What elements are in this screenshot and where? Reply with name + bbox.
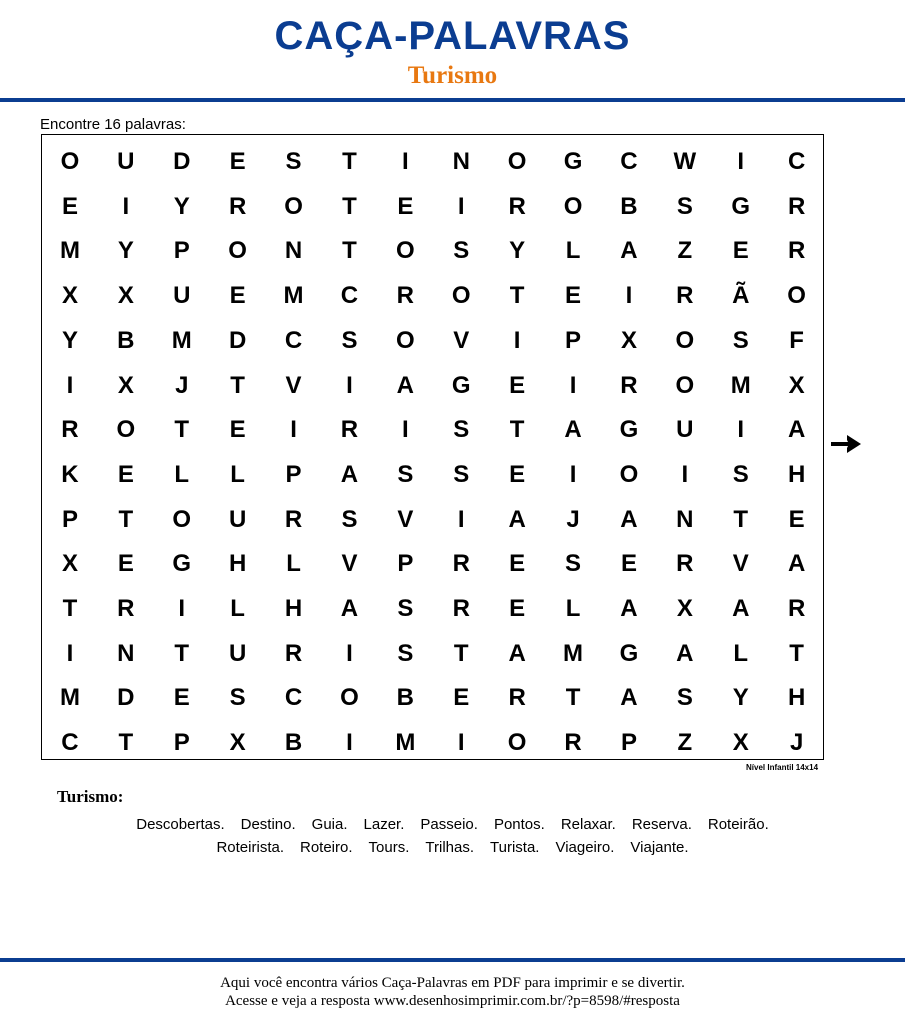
grid-cell[interactable]: O [228, 237, 247, 265]
grid-cell[interactable]: I [457, 505, 465, 533]
grid-cell[interactable]: R [228, 192, 247, 220]
grid-cell[interactable]: R [284, 639, 303, 667]
grid-cell[interactable]: E [788, 505, 805, 533]
grid-cell[interactable]: T [565, 684, 581, 712]
grid-cell[interactable]: O [451, 282, 471, 310]
grid-cell[interactable]: G [619, 416, 639, 444]
header-divider [0, 98, 905, 102]
grid-cell[interactable]: X [61, 282, 78, 310]
grid-cell[interactable]: E [117, 460, 134, 488]
grid-cell[interactable]: I [346, 371, 353, 399]
grid-cell[interactable]: T [733, 505, 749, 533]
grid-cell[interactable]: A [620, 237, 638, 265]
grid-cell[interactable]: G [451, 371, 471, 399]
grid-row [42, 274, 823, 319]
grid-row [42, 453, 823, 498]
grid-cell[interactable]: X [788, 371, 805, 399]
grid-cell[interactable]: N [117, 639, 135, 667]
grid-row [42, 319, 823, 364]
grid-cell[interactable]: E [620, 550, 637, 578]
grid-cell[interactable]: L [230, 595, 245, 622]
grid-cell[interactable]: V [285, 371, 302, 399]
grid-cell[interactable]: T [342, 237, 357, 265]
grid-cell[interactable]: S [341, 505, 358, 533]
grid-cell[interactable]: E [565, 282, 582, 310]
grid-cell[interactable]: S [453, 416, 470, 444]
grid-cell[interactable]: I [569, 460, 577, 488]
grid-cell[interactable]: A [340, 460, 359, 488]
grid-cell[interactable]: E [173, 684, 190, 712]
grid-cell[interactable]: O [116, 416, 136, 444]
grid-cell[interactable]: N [284, 237, 303, 265]
word-list-item: Lazer. [363, 816, 405, 833]
grid-cell[interactable]: S [676, 192, 693, 220]
grid-cell[interactable]: R [452, 595, 470, 622]
grid-cell[interactable]: O [675, 371, 695, 399]
grid-cell[interactable]: A [620, 505, 638, 533]
grid-cell[interactable]: D [173, 148, 191, 175]
grid-cell[interactable]: T [342, 148, 357, 175]
grid-cell[interactable]: R [396, 282, 414, 310]
grid-cell[interactable]: V [732, 550, 749, 578]
grid-cell[interactable]: U [228, 505, 247, 533]
grid-cell[interactable]: Ã [732, 282, 750, 310]
word-list-item: Passeio. [420, 816, 478, 833]
grid-cell[interactable]: M [283, 282, 304, 310]
grid-cell[interactable]: I [290, 416, 297, 444]
grid-cell[interactable]: R [284, 505, 303, 533]
grid-cell[interactable]: S [397, 595, 414, 622]
word-list-item: Guia. [311, 816, 348, 833]
grid-cell[interactable]: C [620, 148, 638, 175]
grid-cell[interactable]: N [676, 505, 694, 533]
grid-cell[interactable]: E [732, 237, 749, 265]
grid-cell[interactable]: B [284, 729, 303, 757]
grid-cell[interactable]: O [340, 684, 359, 712]
footer-line-2[interactable]: Acesse e veja a resposta www.desenhosimprimir.com.br/?p=8598/#resposta [225, 993, 680, 1009]
word-list-item: Pontos. [493, 816, 545, 833]
grid-cell[interactable]: I [178, 595, 186, 622]
grid-cell[interactable]: U [173, 282, 191, 310]
grid-cell[interactable]: E [509, 460, 526, 488]
grid-cell[interactable]: I [625, 282, 633, 310]
grid-row [42, 229, 823, 274]
grid-cell[interactable]: E [453, 684, 470, 712]
grid-cell[interactable]: C [340, 282, 359, 310]
grid-cell[interactable]: O [675, 326, 695, 354]
grid-cell[interactable]: A [787, 416, 806, 444]
grid-cell[interactable]: S [397, 460, 414, 488]
grid-row [42, 408, 823, 453]
grid-row [42, 542, 823, 587]
grid-cell[interactable]: E [61, 192, 78, 220]
grid-cell[interactable]: I [457, 192, 465, 220]
grid-cell[interactable]: G [619, 639, 639, 667]
grid-cell[interactable]: I [737, 416, 745, 444]
grid-cell[interactable]: M [171, 326, 192, 354]
grid-cell[interactable]: S [285, 148, 302, 175]
grid-cell[interactable]: A [340, 595, 359, 622]
grid-cell[interactable]: R [340, 416, 359, 444]
grid-cell[interactable]: R [508, 684, 526, 712]
level-label: Nível Infantil 14x14 [746, 763, 819, 772]
grid-cell[interactable]: M [395, 729, 416, 757]
word-list-item: Reserva. [631, 816, 692, 833]
instruction-text: Encontre 16 palavras: [40, 116, 186, 133]
word-list-item: Descobertas. [136, 816, 225, 833]
grid-row [42, 140, 823, 185]
grid-cell[interactable]: M [59, 237, 80, 265]
grid-cell[interactable]: S [397, 639, 414, 667]
word-list-item: Viageiro. [555, 839, 615, 856]
grid-cell[interactable]: R [61, 416, 79, 444]
grid-cell[interactable]: Y [61, 326, 78, 354]
grid-cell[interactable]: E [509, 550, 526, 578]
grid-cell[interactable]: O [396, 326, 415, 354]
grid-cell[interactable]: V [341, 550, 358, 578]
grid-cell[interactable]: A [676, 639, 694, 667]
grid-cell[interactable]: O [396, 237, 415, 265]
grid-cell[interactable]: H [787, 684, 806, 712]
grid-cell[interactable]: L [230, 460, 245, 488]
word-list-row-1 [0, 816, 905, 833]
grid-cell[interactable]: E [229, 416, 246, 444]
grid-cell[interactable]: A [620, 684, 638, 712]
grid-cell[interactable]: C [787, 148, 806, 175]
grid-cell[interactable]: X [229, 729, 246, 757]
grid-cell[interactable]: I [66, 371, 74, 399]
grid-cell[interactable]: X [117, 282, 134, 310]
grid-cell[interactable]: U [228, 639, 247, 667]
grid-cell[interactable]: B [117, 326, 135, 354]
grid-cell[interactable]: I [66, 639, 74, 667]
word-list-item: Relaxar. [560, 816, 616, 833]
grid-cell[interactable]: I [122, 192, 130, 220]
grid-row [42, 587, 823, 632]
grid-cell[interactable]: O [60, 148, 80, 175]
grid-cell[interactable]: P [620, 729, 637, 757]
grid-cell[interactable]: Z [677, 729, 693, 757]
word-list-item: Viajante. [630, 839, 689, 856]
grid-row [42, 676, 823, 721]
grid-cell[interactable]: S [732, 460, 749, 488]
grid-row [42, 721, 823, 766]
grid-cell[interactable]: I [681, 460, 689, 488]
grid-cell[interactable]: T [118, 505, 134, 533]
grid-cell[interactable]: I [457, 729, 465, 757]
word-list-item: Tours. [368, 839, 410, 856]
word-list-item: Destino. [240, 816, 296, 833]
grid-cell[interactable]: L [286, 550, 301, 578]
grid-cell[interactable]: X [620, 326, 637, 354]
grid-cell[interactable]: T [230, 371, 245, 399]
grid-cell[interactable]: I [737, 148, 745, 175]
grid-cell[interactable]: R [564, 729, 582, 757]
grid-cell[interactable]: J [789, 729, 804, 757]
letter-grid [41, 134, 824, 760]
grid-cell[interactable]: S [565, 550, 582, 578]
grid-cell[interactable]: S [229, 684, 246, 712]
grid-cell[interactable]: T [62, 595, 78, 622]
grid-cell[interactable]: E [117, 550, 134, 578]
grid-cell[interactable]: J [566, 505, 580, 533]
grid-cell[interactable]: P [173, 237, 190, 265]
grid-cell[interactable]: R [787, 237, 806, 265]
grid-cell[interactable]: I [513, 326, 521, 354]
grid-cell[interactable]: J [175, 371, 189, 399]
grid-cell[interactable]: E [229, 148, 246, 175]
grid-cell[interactable]: I [346, 729, 353, 757]
grid-cell[interactable]: O [787, 282, 806, 310]
grid-cell[interactable]: G [563, 148, 583, 175]
grid-cell[interactable]: O [563, 192, 583, 220]
grid-cell[interactable]: A [508, 639, 526, 667]
grid-cell[interactable]: R [787, 595, 806, 622]
grid-cell[interactable]: S [453, 460, 470, 488]
grid-cell[interactable]: H [787, 460, 806, 488]
word-list-item: Trilhas. [425, 839, 475, 856]
word-list-item: Roteirista. [216, 839, 284, 856]
grid-cell[interactable]: U [676, 416, 694, 444]
grid-cell[interactable]: X [61, 550, 78, 578]
grid-cell[interactable]: O [284, 192, 303, 220]
grid-cell[interactable]: V [453, 326, 470, 354]
grid-cell[interactable]: T [789, 639, 804, 667]
grid-cell[interactable]: C [284, 326, 303, 354]
grid-cell[interactable]: Z [677, 237, 693, 265]
grid-cell[interactable]: E [509, 371, 526, 399]
grid-cell[interactable]: R [787, 192, 806, 220]
grid-cell[interactable]: R [117, 595, 135, 622]
grid-cell[interactable]: I [402, 148, 409, 175]
grid-cell[interactable]: O [507, 148, 527, 175]
grid-cell[interactable]: T [118, 729, 134, 757]
grid-cell[interactable]: T [453, 639, 469, 667]
grid-cell[interactable]: E [229, 282, 246, 310]
grid-row [42, 185, 823, 230]
grid-cell[interactable]: F [789, 326, 804, 354]
grid-cell[interactable]: Y [732, 684, 749, 712]
grid-cell[interactable]: T [174, 639, 190, 667]
grid-cell[interactable]: E [509, 595, 526, 622]
grid-cell[interactable]: M [59, 684, 80, 712]
grid-cell[interactable]: A [620, 595, 638, 622]
grid-cell[interactable]: M [730, 371, 751, 399]
grid-cell[interactable]: T [342, 192, 357, 220]
footer-line-1: Aqui você encontra vários Caça-Palavras em PDF para imprimir e se divertir. [220, 975, 685, 991]
word-list-item: Turista. [490, 839, 540, 856]
grid-cell[interactable]: D [228, 326, 247, 354]
grid-cell[interactable]: S [676, 684, 693, 712]
grid-cell[interactable]: R [620, 371, 638, 399]
grid-cell[interactable]: S [732, 326, 749, 354]
grid-cell[interactable]: T [509, 416, 525, 444]
grid-cell[interactable]: N [452, 148, 470, 175]
page-subtitle: Turismo [407, 62, 498, 89]
grid-cell[interactable]: P [285, 460, 302, 488]
grid-cell[interactable]: L [565, 595, 581, 622]
grid-cell[interactable]: A [787, 550, 806, 578]
grid-cell[interactable]: L [733, 639, 749, 667]
grid-row [42, 632, 823, 677]
grid-cell[interactable]: Y [173, 192, 190, 220]
grid-row [42, 498, 823, 543]
grid-cell[interactable]: C [61, 729, 79, 757]
grid-cell[interactable]: H [284, 595, 303, 622]
footer-divider [0, 958, 905, 962]
word-list-row-2 [0, 839, 905, 856]
grid-cell[interactable]: O [619, 460, 639, 488]
grid-cell[interactable]: A [732, 595, 750, 622]
grid-cell[interactable]: E [397, 192, 414, 220]
grid-cell[interactable]: P [61, 505, 78, 533]
grid-cell[interactable]: R [676, 550, 694, 578]
arrow-right-icon[interactable] [831, 432, 863, 461]
grid-cell[interactable]: M [563, 639, 584, 667]
grid-cell[interactable]: Y [117, 237, 134, 265]
grid-cell[interactable]: X [676, 595, 693, 622]
grid-cell[interactable]: A [564, 416, 582, 444]
word-list-title: Turismo: [57, 787, 124, 806]
grid-cell[interactable]: O [507, 729, 527, 757]
grid-cell[interactable]: X [117, 371, 134, 399]
grid-cell[interactable]: P [565, 326, 582, 354]
grid-cell[interactable]: R [452, 550, 470, 578]
grid-cell[interactable]: S [341, 326, 358, 354]
grid-cell[interactable]: I [402, 416, 409, 444]
grid-cell[interactable]: O [172, 505, 192, 533]
grid-cell[interactable]: K [61, 460, 79, 488]
grid-cell[interactable]: I [569, 371, 577, 399]
grid-cell[interactable]: Y [509, 237, 526, 265]
page-title: CAÇA-PALAVRAS [274, 14, 631, 58]
grid-cell[interactable]: B [620, 192, 638, 220]
grid-cell[interactable]: U [117, 148, 135, 175]
grid-cell[interactable]: G [731, 192, 751, 220]
grid-cell[interactable]: W [673, 148, 697, 175]
word-list-item: Roteirão. [707, 816, 769, 833]
grid-cell[interactable]: S [453, 237, 470, 265]
grid-cell[interactable]: L [174, 460, 190, 488]
grid-cell[interactable]: V [397, 505, 414, 533]
grid-cell[interactable]: I [346, 639, 353, 667]
grid-cell[interactable]: T [509, 282, 525, 310]
grid-cell[interactable]: P [173, 729, 190, 757]
grid-cell[interactable]: A [508, 505, 526, 533]
grid-cell[interactable]: C [284, 684, 303, 712]
grid-cell[interactable]: P [397, 550, 414, 578]
grid-cell[interactable]: X [732, 729, 749, 757]
grid-cell[interactable]: T [174, 416, 190, 444]
grid-cell[interactable]: D [117, 684, 135, 712]
grid-cell[interactable]: R [676, 282, 694, 310]
grid-cell[interactable]: G [172, 550, 192, 578]
grid-cell[interactable]: L [565, 237, 581, 265]
grid-row [42, 364, 823, 409]
grid-cell[interactable]: R [508, 192, 526, 220]
grid-cell[interactable]: A [396, 371, 414, 399]
word-list-item: Roteiro. [300, 839, 353, 856]
grid-cell[interactable]: H [228, 550, 247, 578]
grid-cell[interactable]: B [396, 684, 414, 712]
